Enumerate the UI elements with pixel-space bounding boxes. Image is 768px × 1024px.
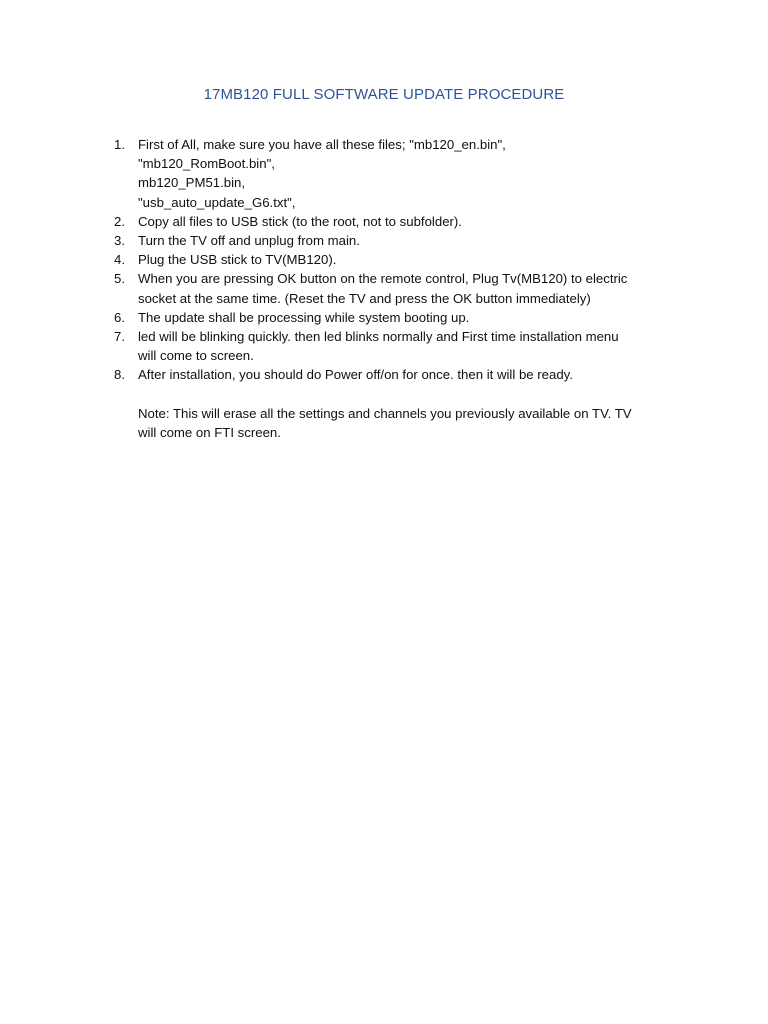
procedure-step (114, 327, 684, 365)
step-text: "usb_auto_update_G6.txt", (138, 194, 296, 210)
step-text: When you are pressing OK button on the remote control, Plug Tv(MB120) to electric (138, 271, 628, 287)
step-text: led will be blinking quickly. then led blinks normally and First time installation menu (138, 329, 619, 345)
procedure-step (114, 231, 684, 250)
step-number: 1. (114, 137, 125, 152)
step-text: The update shall be processing while system booting up. (138, 309, 470, 325)
procedure-step (114, 269, 684, 307)
procedure-step (114, 308, 684, 327)
procedure-step (114, 365, 684, 384)
step-number: 3. (114, 233, 125, 249)
step-text: Plug the USB stick to TV(MB120). (138, 252, 337, 268)
step-number: 5. (114, 271, 125, 287)
step-text: socket at the same time. (Reset the TV and press the OK button immediately) (138, 290, 591, 306)
step-text: "mb120_RomBoot.bin", (138, 156, 275, 172)
procedure-step (114, 250, 684, 269)
note-text: will come on FTI screen. (138, 425, 281, 441)
procedure-steps (114, 135, 684, 385)
step-text: Turn the TV off and unplug from main. (138, 233, 360, 249)
step-text: After installation, you should do Power off/on for once. then it will be ready. (138, 367, 573, 383)
step-text: will come to screen. (138, 348, 254, 364)
note-text: Note: This will erase all the settings and channels you previously available on TV. TV (138, 406, 632, 421)
procedure-step (114, 212, 684, 231)
note-paragraph (138, 404, 698, 442)
step-number: 2. (114, 213, 125, 229)
step-number: 7. (114, 329, 125, 345)
step-number: 6. (114, 309, 125, 325)
step-text: mb120_PM51.bin, (138, 175, 246, 191)
document-title: 17MB120 FULL SOFTWARE UPDATE PROCEDURE (203, 86, 565, 103)
step-text: First of All, make sure you have all these files; "mb120_en.bin", (138, 137, 506, 152)
step-number: 4. (114, 252, 125, 268)
step-number: 8. (114, 367, 125, 383)
procedure-step (114, 135, 684, 212)
step-text: Copy all files to USB stick (to the root, not to subfolder). (138, 213, 462, 229)
